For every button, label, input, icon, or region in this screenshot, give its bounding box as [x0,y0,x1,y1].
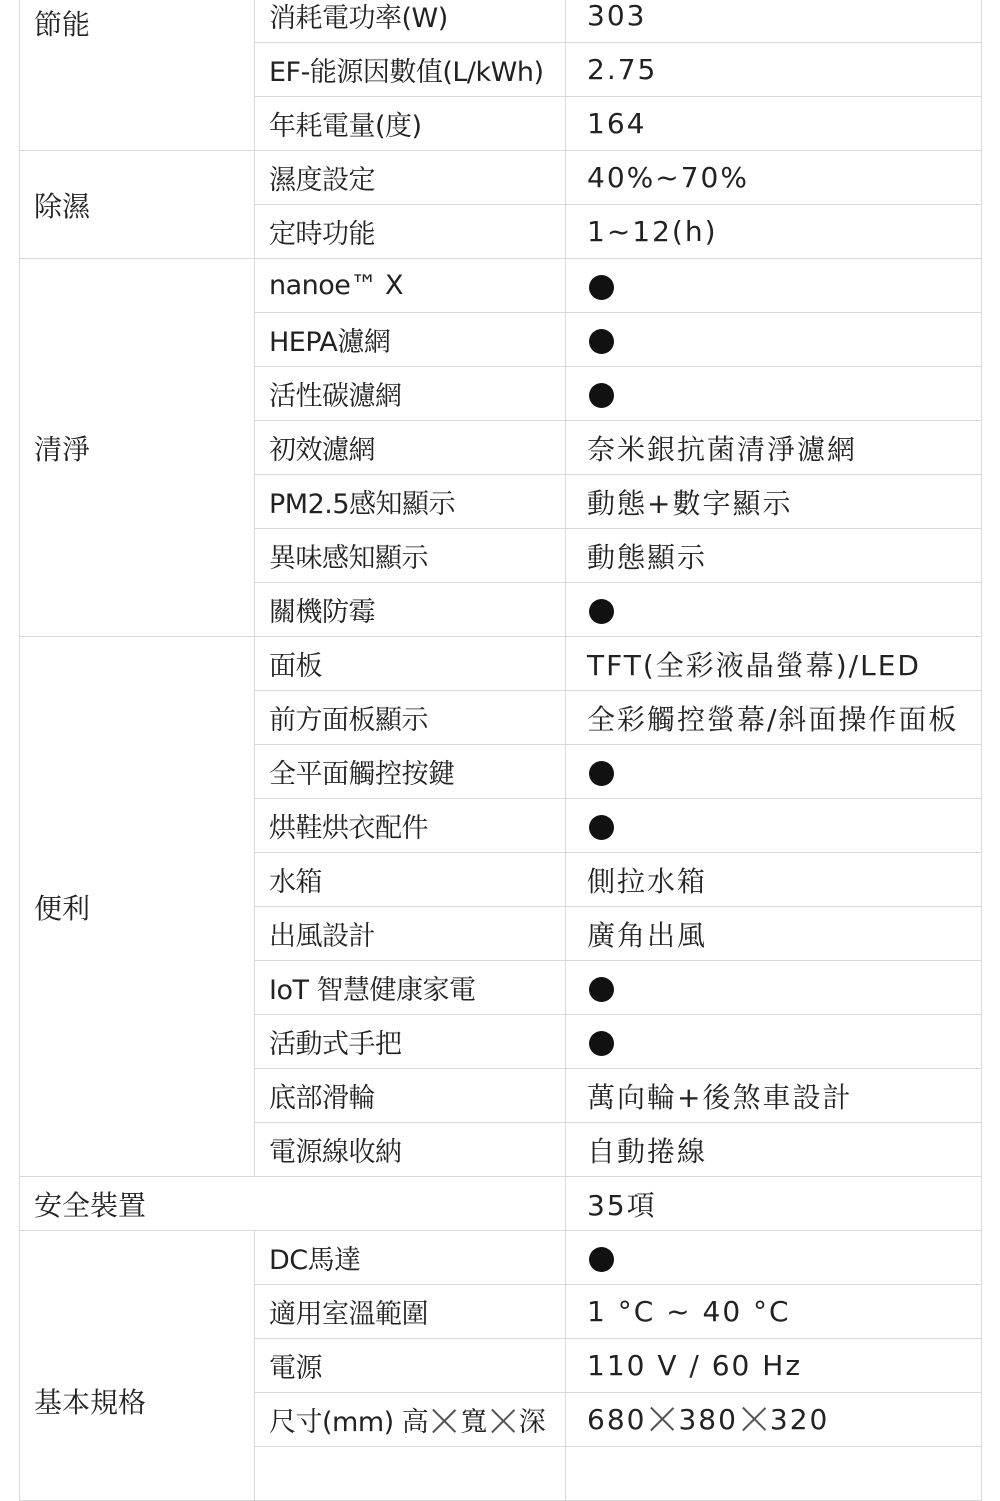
row-value: 2.75 [566,43,982,97]
cross-icon [649,1406,675,1432]
row-label: 年耗電量(度) [255,97,566,151]
row-label: 消耗電功率(W) [255,0,566,43]
cross-icon [741,1406,767,1432]
size-width: 380 [678,1403,738,1436]
cross-icon [490,1408,516,1434]
row-value: 廣角出風 [566,907,982,961]
row-value: 40%~70% [566,151,982,205]
row-value [566,1231,982,1285]
table-row [20,1231,982,1285]
row-label: 面板 [255,637,566,691]
table-row [20,0,982,43]
size-height: 680 [587,1403,647,1436]
row-label: 定時功能 [255,205,566,259]
size-depth: 320 [769,1403,830,1436]
table-row [20,1177,982,1231]
row-label: 出風設計 [255,907,566,961]
row-value: 1 °C ~ 40 °C [566,1285,982,1339]
row-value: 164 [566,97,982,151]
filled-dot-icon [589,599,614,624]
table-row [20,637,982,691]
table-row [20,151,982,205]
row-label: IoT 智慧健康家電 [255,961,566,1015]
row-value: 1~12(h) [566,205,982,259]
row-label: nanoe™ X [255,259,566,313]
filled-dot-icon [589,815,614,840]
row-value: 側拉水箱 [566,853,982,907]
row-label: 濕度設定 [255,151,566,205]
row-value: 全彩觸控螢幕/斜面操作面板 [566,691,982,745]
size-label-width: 寬 [460,1407,487,1438]
row-value: 303 [566,0,982,43]
row-value: 110 V / 60 Hz [566,1339,982,1393]
row-value [566,367,982,421]
category-safety: 安全裝置 [20,1177,566,1231]
row-value [566,1015,982,1069]
spec-table [19,0,982,1501]
size-label [255,1393,566,1447]
category-purify: 清淨 [20,259,255,637]
row-value: 動態顯示 [566,529,982,583]
row-label: 全平面觸控按鍵 [255,745,566,799]
row-label: 初效濾網 [255,421,566,475]
row-value: 35項 [566,1177,982,1231]
filled-dot-icon [589,761,614,786]
category-dehumidify: 除濕 [20,151,255,259]
row-label: 底部滑輪 [255,1069,566,1123]
row-label: DC馬達 [255,1231,566,1285]
row-value: TFT(全彩液晶螢幕)/LED [566,637,982,691]
category-basic-spec: 基本規格 [20,1231,255,1501]
size-label-prefix: 尺寸(mm) 高 [269,1407,429,1438]
category-energy: 節能 [20,0,255,151]
filled-dot-icon [589,1247,614,1272]
filled-dot-icon [589,977,614,1002]
filled-dot-icon [589,275,614,300]
row-label-cutoff [255,1447,566,1501]
filled-dot-icon [589,383,614,408]
row-label: 關機防霉 [255,583,566,637]
row-value [566,961,982,1015]
row-label: EF-能源因數值(L/kWh) [255,43,566,97]
size-label-depth: 深 [518,1407,546,1438]
row-value [566,583,982,637]
row-label: 水箱 [255,853,566,907]
size-value [566,1393,982,1447]
row-label: 電源 [255,1339,566,1393]
category-convenience: 便利 [20,637,255,1177]
filled-dot-icon [589,1031,614,1056]
table-row [20,259,982,313]
row-label: 烘鞋烘衣配件 [255,799,566,853]
row-value [566,799,982,853]
row-label: 活性碳濾網 [255,367,566,421]
row-value [566,313,982,367]
row-label: HEPA濾網 [255,313,566,367]
row-label: 異味感知顯示 [255,529,566,583]
row-label: 電源線收納 [255,1123,566,1177]
row-value [566,259,982,313]
row-label: PM2.5感知顯示 [255,475,566,529]
row-value [566,745,982,799]
filled-dot-icon [589,329,614,354]
row-value: 自動捲線 [566,1123,982,1177]
row-value: 動態+數字顯示 [566,475,982,529]
row-label: 前方面板顯示 [255,691,566,745]
row-value: 萬向輪+後煞車設計 [566,1069,982,1123]
cross-icon [431,1408,457,1434]
row-value: 奈米銀抗菌清淨濾網 [566,421,982,475]
row-value-cutoff [566,1447,982,1501]
row-label: 活動式手把 [255,1015,566,1069]
row-label: 適用室溫範圍 [255,1285,566,1339]
